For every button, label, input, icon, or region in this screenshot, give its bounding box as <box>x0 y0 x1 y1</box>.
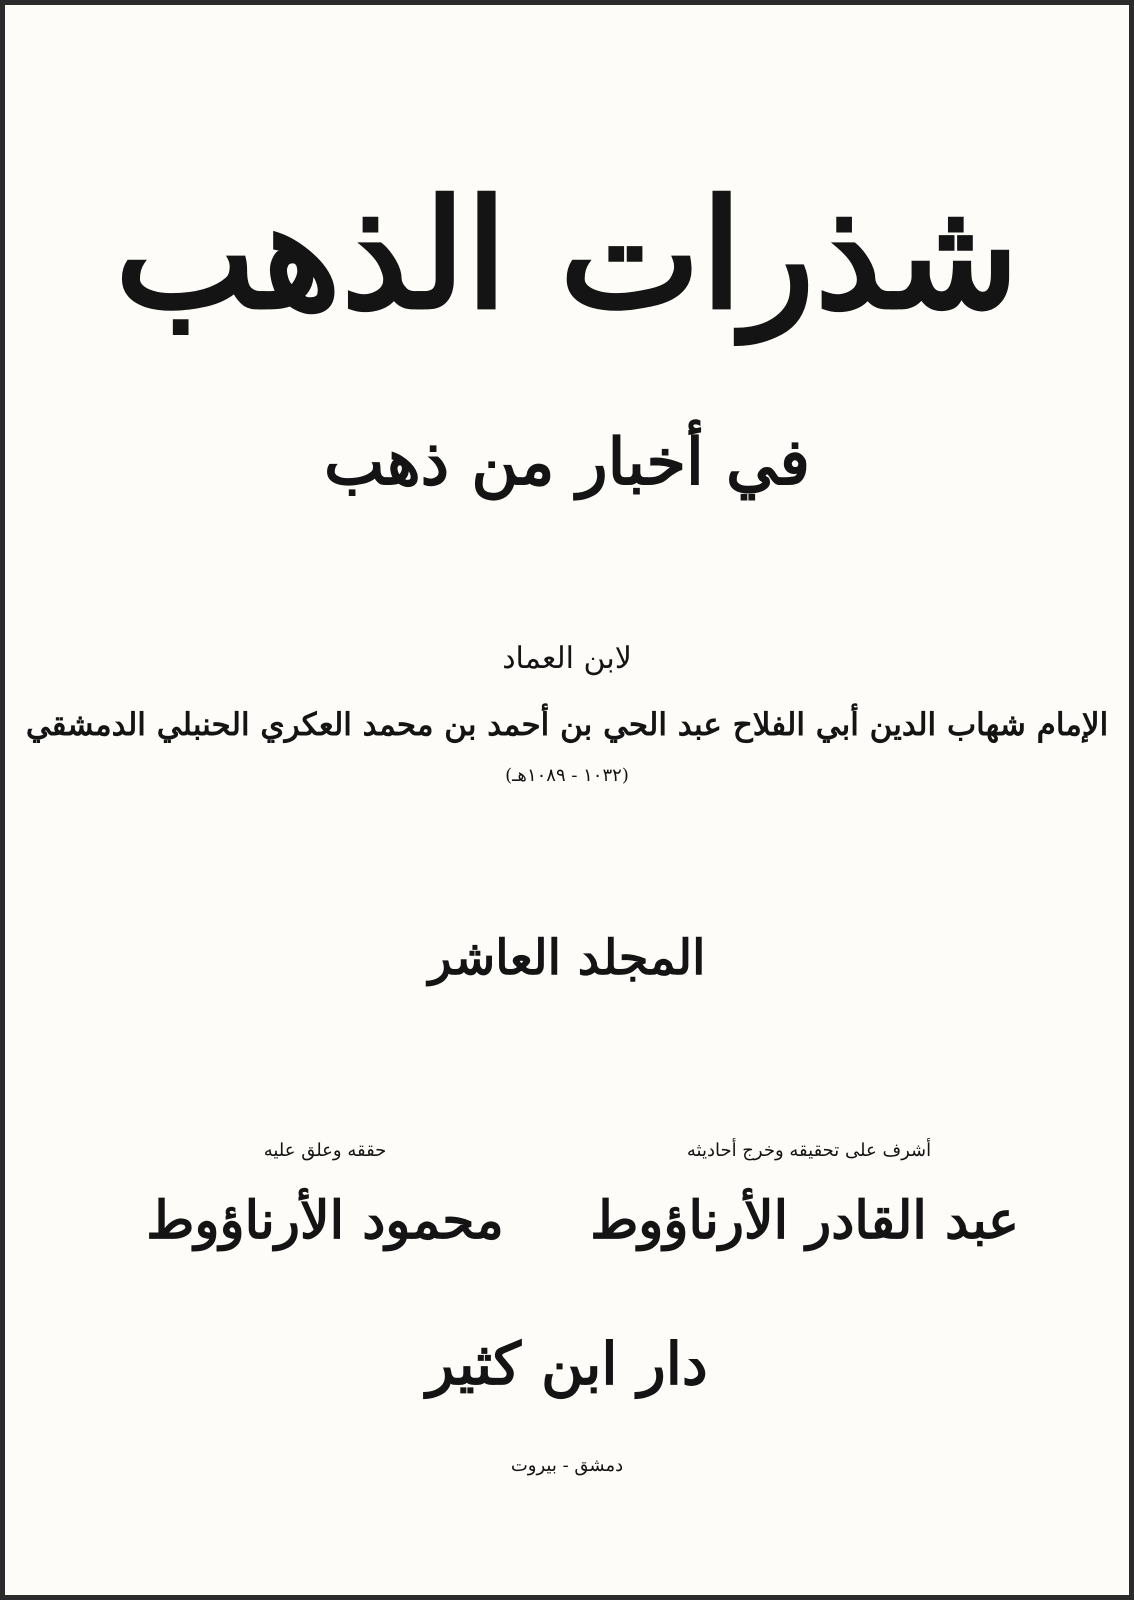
author-short: لابن العماد <box>502 641 632 676</box>
book-subtitle: في أخبار من ذهب <box>324 425 810 500</box>
author-full-name: الإمام شهاب الدين أبي الفلاح عبد الحي بن أحمد بن محمد العكري الحنبلي الدمشقي <box>25 707 1109 743</box>
editor-block <box>115 1140 535 1252</box>
supervisor-name: عبد القادر الأرناؤوط <box>590 1189 1019 1251</box>
publisher-location: دمشق - بيروت <box>510 1455 624 1476</box>
supervisor-block <box>590 1140 1019 1252</box>
volume-label: المجلد العاشر <box>428 930 706 986</box>
author-dates: (١٠٣٢ - ١٠٨٩هـ) <box>505 765 629 786</box>
publisher-logo: دار ابن كثير <box>426 1330 708 1398</box>
book-title: شذرات الذهب <box>114 167 1020 343</box>
supervisor-role: أشرف على تحقيقه وخرج أحاديثه <box>686 1140 932 1161</box>
editor-name: محمود الأرناؤوط <box>146 1189 504 1251</box>
editor-role: حققه وعلق عليه <box>263 1140 387 1161</box>
